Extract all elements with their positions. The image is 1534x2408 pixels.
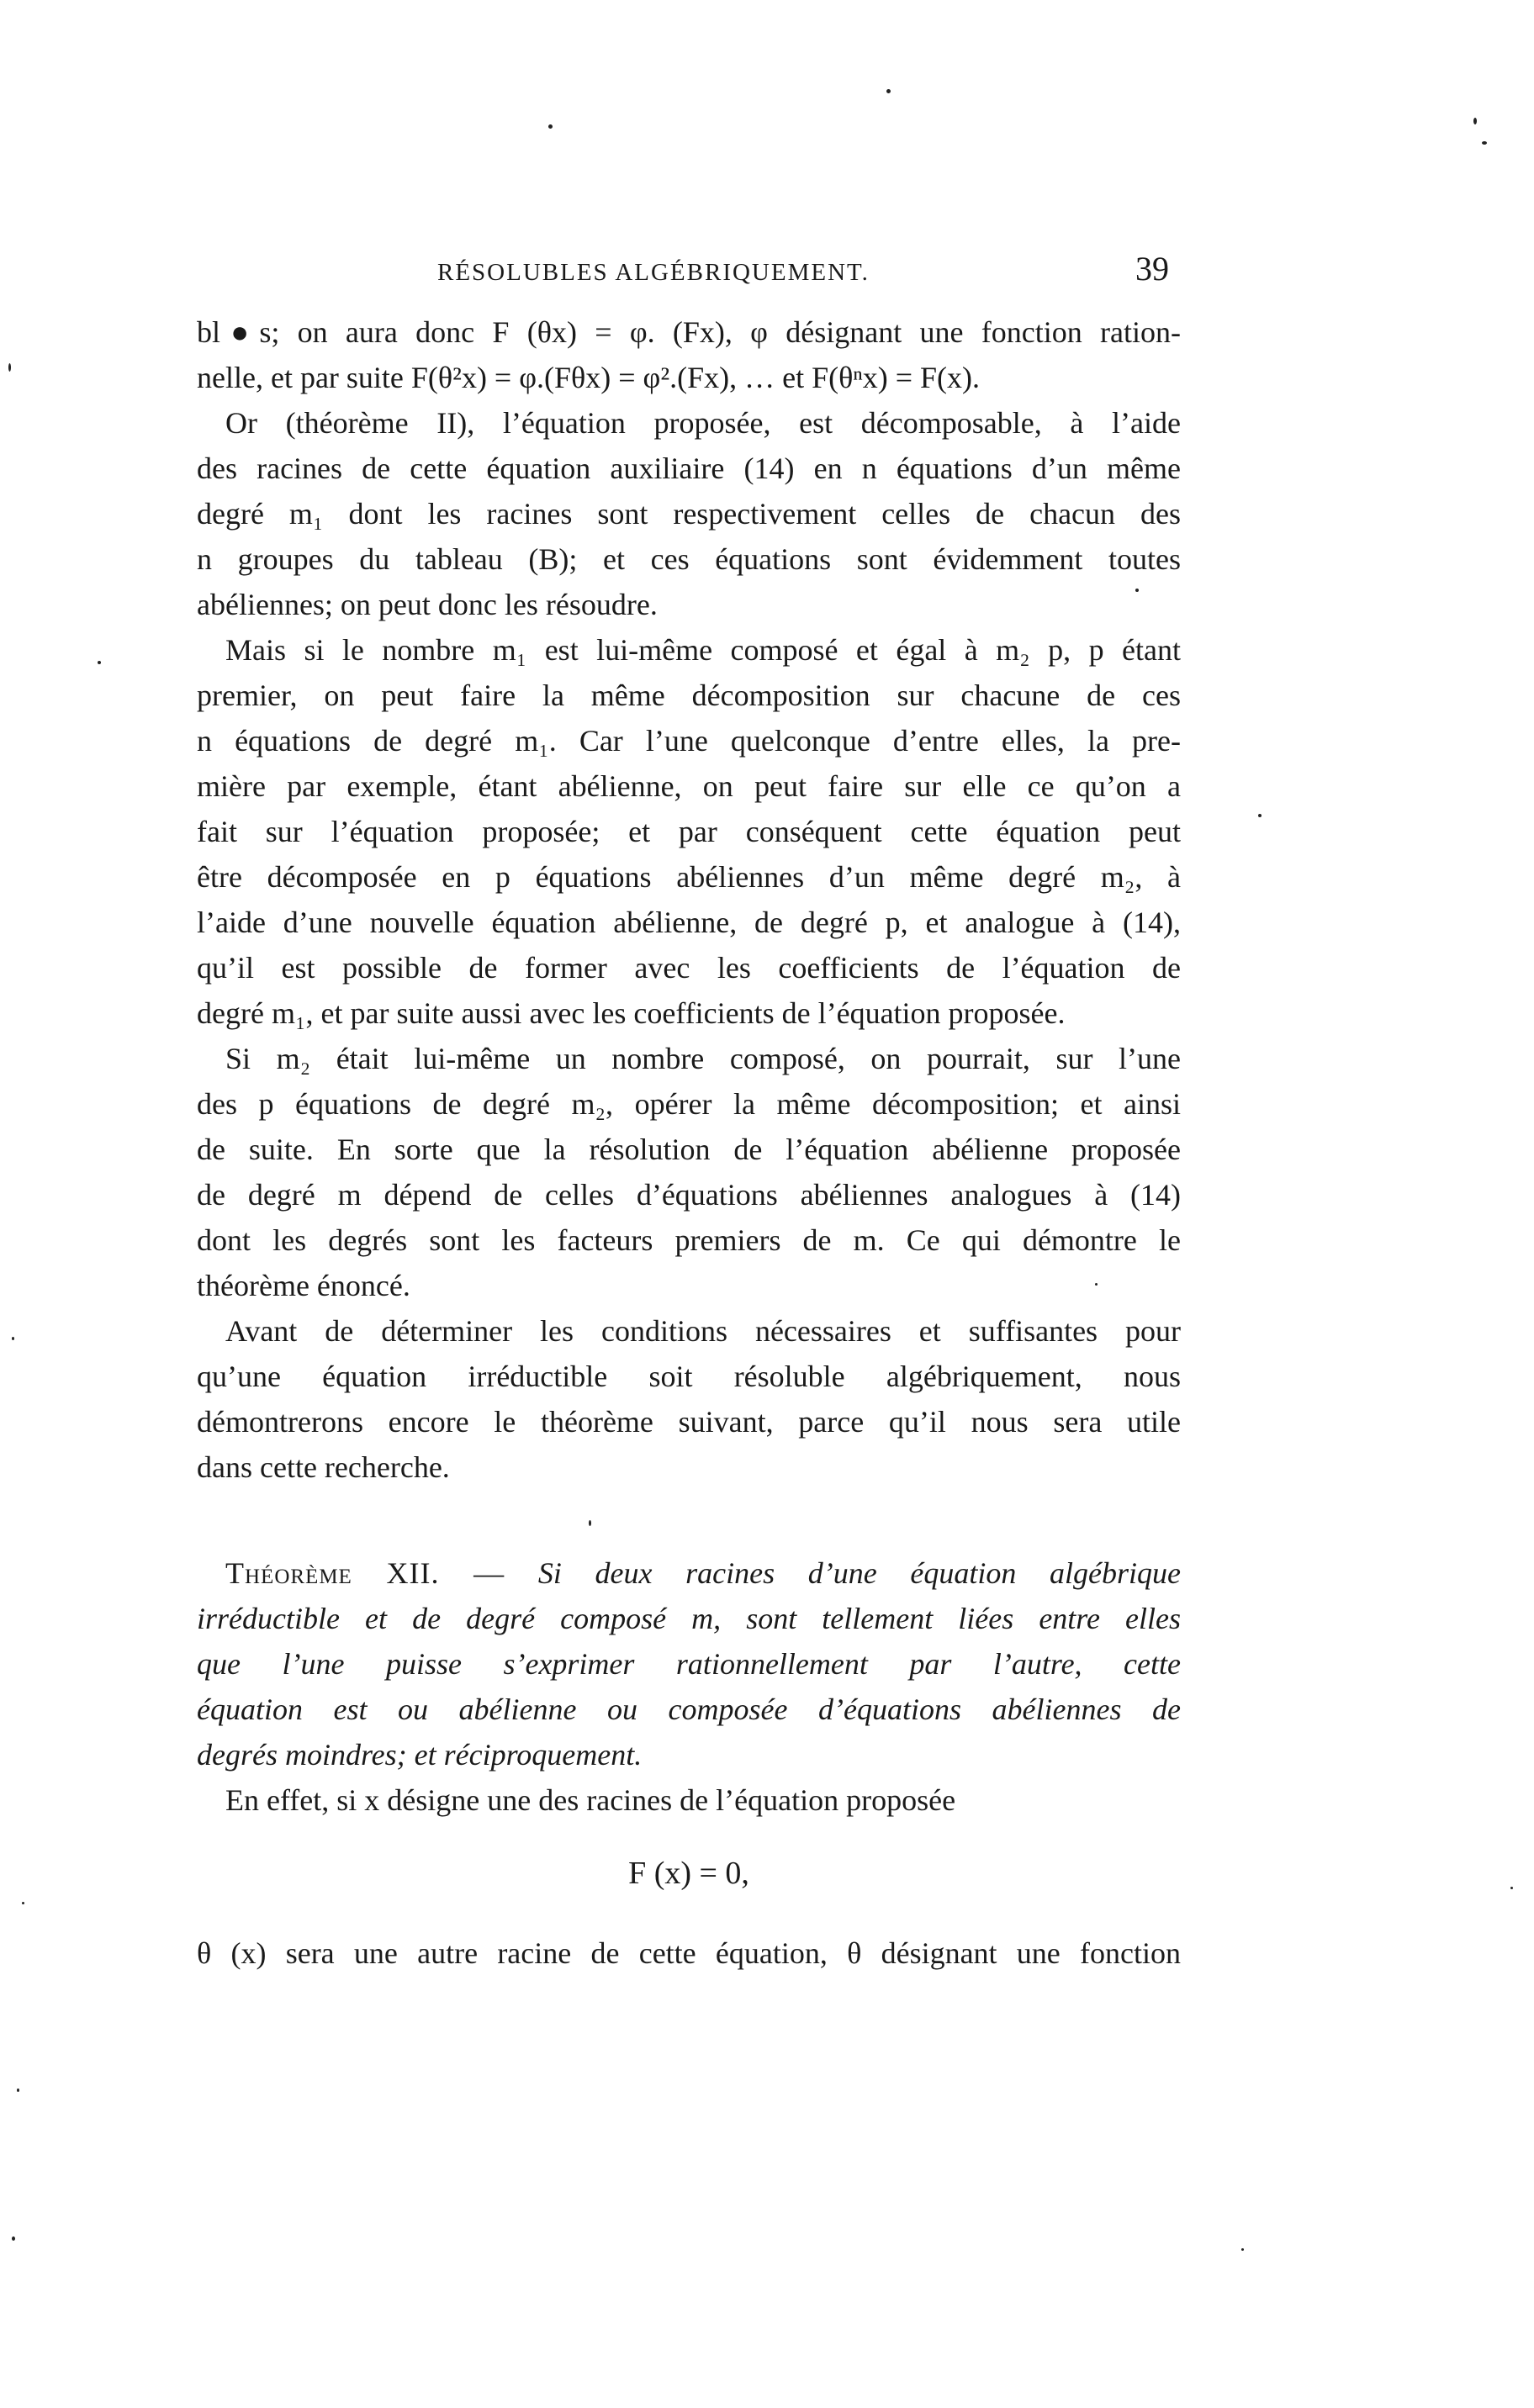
text-line: degré m₁, et par suite aussi avec les coefficients de l’équation proposée. — [197, 996, 1066, 1030]
scan-speck — [8, 363, 11, 372]
text-line: Si m₂ était lui-même un nombre composé, on pourrait, sur l’une — [225, 1042, 1181, 1075]
text-line: Avant de déterminer les conditions nécessaires et suffisantes pour — [225, 1314, 1181, 1348]
scan-speck — [1482, 141, 1487, 145]
text-line: l’aide d’une nouvelle équation abélienne, de degré p, et analogue à (14), — [197, 906, 1181, 939]
text-line: être décomposée en p équations abéliennes d’un même degré m₂, à — [197, 860, 1181, 894]
scan-speck — [98, 661, 101, 664]
scan-speck — [1241, 2248, 1244, 2251]
running-head: RÉSOLUBLES ALGÉBRIQUEMENT. — [437, 259, 870, 286]
text-line: bl●s; on aura donc F (θx) = φ. (Fx), φ désignant une fonction ration- — [197, 315, 1181, 349]
text-line: de suite. En sorte que la résolution de l’équation abélienne proposée — [197, 1133, 1181, 1166]
section-gap — [197, 1490, 1181, 1550]
scan-speck — [589, 1520, 591, 1526]
theorem-line: équation est ou abélienne ou composée d’équations abéliennes de — [197, 1692, 1181, 1726]
theorem-line: que l’une puisse s’exprimer rationnellement par l’autre, cette — [197, 1647, 1181, 1681]
page-number: 39 — [1135, 250, 1169, 288]
text-line: fait sur l’équation proposée; et par conséquent cette équation peut — [197, 815, 1181, 848]
text-line: démontrerons encore le théorème suivant, parce qu’il nous sera utile — [197, 1405, 1181, 1439]
page-header — [437, 249, 1169, 299]
text-line: n groupes du tableau (B); et ces équations sont évidemment toutes — [197, 542, 1181, 576]
formula: F (x) = 0, — [628, 1856, 749, 1891]
scan-speck — [1510, 1887, 1513, 1889]
main-text — [197, 309, 1181, 1976]
proof-intro: En effet, si x désigne une des racines de l’équation proposée — [225, 1783, 956, 1817]
scan-speck — [1095, 1283, 1098, 1286]
text-line: de degré m dépend de celles d’équations abéliennes analogues à (14) — [197, 1178, 1181, 1212]
text-line: mière par exemple, étant abélienne, on peut faire sur elle ce qu’on a — [197, 769, 1181, 803]
text-line: Or (théorème II), l’équation proposée, est décomposable, à l’aide — [225, 406, 1181, 440]
theorem-label: Théorème XII. — — [225, 1556, 505, 1590]
theorem-line: irréductible et de degré composé m, sont tellement liées entre elles — [197, 1602, 1181, 1635]
theorem-line: degrés moindres; et réciproquement. — [197, 1738, 643, 1772]
scan-speck — [12, 1337, 14, 1340]
text-line: qu’une équation irréductible soit résoluble algébriquement, nous — [197, 1360, 1181, 1393]
text-line: des racines de cette équation auxiliaire (14) en n équations d’un même — [197, 452, 1181, 485]
scan-speck — [548, 124, 553, 129]
text-line: n équations de degré m₁. Car l’une quelconque d’entre elles, la pre- — [197, 724, 1181, 758]
scan-speck — [17, 2089, 19, 2092]
scan-speck — [12, 2236, 15, 2241]
scan-speck — [1473, 118, 1477, 124]
theorem-heading-line — [197, 1550, 1181, 1596]
scan-speck — [22, 1902, 24, 1904]
scan-speck — [1258, 814, 1262, 817]
text-line: qu’il est possible de former avec les coefficients de l’équation de — [197, 951, 1181, 985]
scan-speck — [1135, 589, 1139, 592]
scan-speck — [886, 89, 891, 93]
text-line: dont les degrés sont les facteurs premiers de m. Ce qui démontre le — [197, 1223, 1181, 1257]
text-line: degré m₁ dont les racines sont respectivement celles de chacun des — [197, 497, 1181, 531]
proof-line: θ (x) sera une autre racine de cette équation, θ désignant une fonction — [197, 1936, 1181, 1970]
theorem-text: Si deux racines d’une équation algébrique — [537, 1556, 1182, 1590]
text-line: théorème énoncé. — [197, 1269, 410, 1302]
text-line: abéliennes; on peut donc les résoudre. — [197, 588, 658, 621]
text-line: dans cette recherche. — [197, 1450, 450, 1484]
text-line: Mais si le nombre m₁ est lui-même composé et égal à m₂ p, p étant — [225, 633, 1181, 667]
text-line: premier, on peut faire la même décomposition sur chacune de ces — [197, 679, 1181, 712]
text-line: des p équations de degré m₂, opérer la même décomposition; et ainsi — [197, 1087, 1181, 1121]
text-line: nelle, et par suite F(θ²x) = φ.(Fθx) = φ².(Fx), … et F(θⁿx) = F(x). — [197, 361, 980, 394]
